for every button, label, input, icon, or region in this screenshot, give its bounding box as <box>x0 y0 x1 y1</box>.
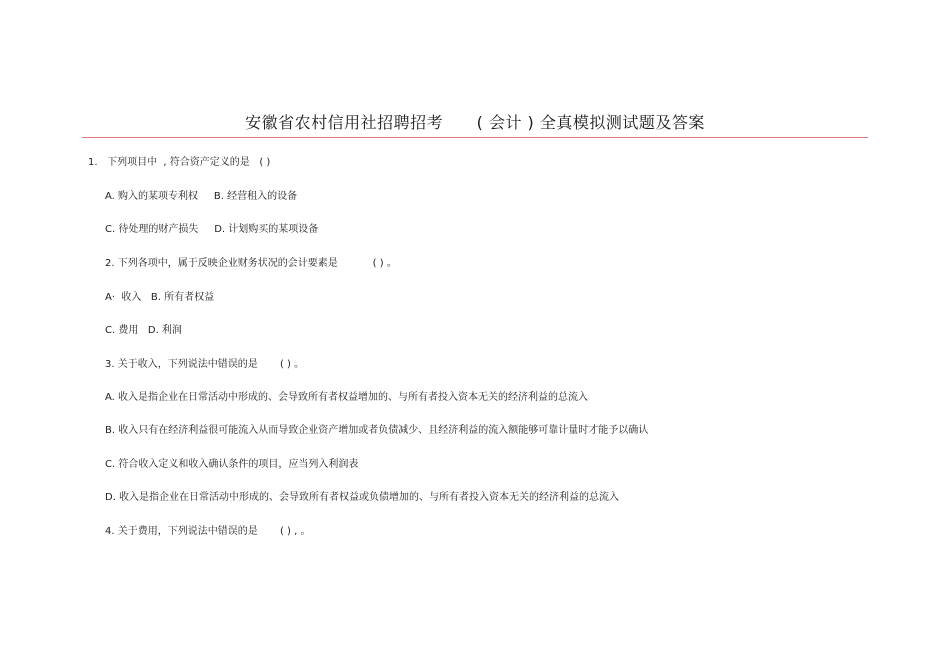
question-4-stem: 4. 关于费用，下列说法中错误的是 ( ) , 。 <box>105 526 311 537</box>
question-3-option-c: C. 符合收入定义和收入确认条件的项目，应当列入利润表 <box>105 459 359 470</box>
question-3-option-b: B. 收入只有在经济利益很可能流入从而导致企业资产增加或者负债减少、且经济利益的流入额能够可靠计量时才能予以确认 <box>105 425 649 436</box>
question-3-option-d: D. 收入是指企业在日常活动中形成的、会导致所有者权益或负债增加的、与所有者投入资本无关的经济利益的总流入 <box>105 492 620 503</box>
question-3-option-a: A. 收入是指企业在日常活动中形成的、会导致所有者权益增加的、与所有者投入资本无关的经济利益的总流入 <box>105 392 589 403</box>
question-2-options-ab: A· 收入 B. 所有者权益 <box>105 292 215 303</box>
question-1-options-ab: A. 购入的某项专利权 B. 经营租入的设备 <box>105 191 298 202</box>
question-2-stem: 2. 下列各项中，属于反映企业财务状况的会计要素是 ( ) 。 <box>105 258 397 269</box>
question-1-options-cd: C. 待处理的财产损失 D. 计划购买的某项设备 <box>105 224 319 235</box>
question-3-stem: 3. 关于收入，下列说法中错误的是 ( ) 。 <box>105 359 305 370</box>
question-2-options-cd: C. 费用 D. 利润 <box>105 325 182 336</box>
document-title: 安徽省农村信用社招聘招考 ( 会计 ) 全真模拟测试题及答案 <box>245 113 705 132</box>
title-divider <box>82 137 868 138</box>
question-1-stem: 1. 下列项目中 , 符合资产定义的是 ( ) <box>88 157 271 168</box>
